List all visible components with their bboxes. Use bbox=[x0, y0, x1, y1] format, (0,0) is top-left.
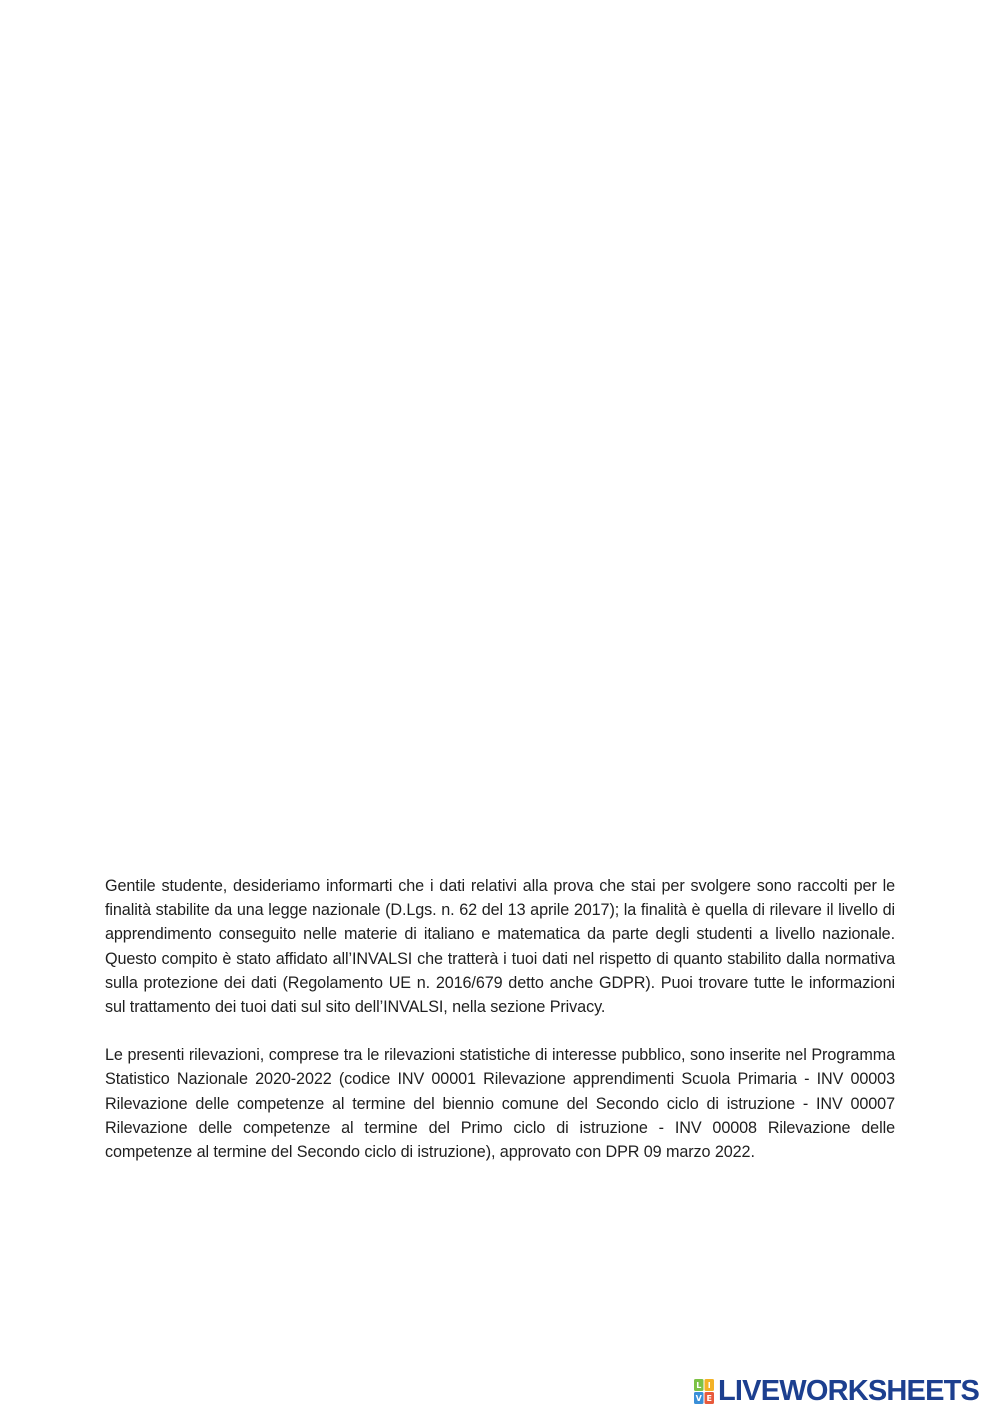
logo-letter-v: V bbox=[695, 1393, 702, 1403]
privacy-notice bbox=[105, 874, 895, 1164]
brand-name: LIVEWORKSHEETS bbox=[718, 1375, 980, 1407]
liveworksheets-brand[interactable] bbox=[694, 1376, 979, 1406]
statistics-paragraph: Le presenti rilevazioni, comprese tra le rilevazioni statistiche di interesse pubblico, sono inserite nel Programma Statistico Nazionale 2020-2022 (codice INV 00001 Rilevazione apprendimenti Scuola Primaria - INV 00003 Rilevazione delle competenze al termine del biennio comune del Secondo ciclo di istruzione - INV 00007 Rilevazione delle competenze al termine del Primo ciclo di istruzione - INV 00008 Rilevazione delle competenze al termine del Secondo ciclo di istruzione), approvato con DPR 09 marzo 2022. bbox=[105, 1046, 895, 1162]
liveworksheets-logo-icon bbox=[694, 1379, 714, 1404]
logo-letter-e: E bbox=[706, 1393, 712, 1403]
logo-letter-i: I bbox=[707, 1380, 711, 1390]
logo-letter-l: L bbox=[696, 1380, 702, 1390]
privacy-paragraph: Gentile studente, desideriamo informarti che i dati relativi alla prova che stai per svolgere sono raccolti per le finalità stabilite da una legge nazionale (D.Lgs. n. 62 del 13 aprile 2017); la finalità è quella di rilevare il livello di apprendimento conseguito nelle materie di italiano e matematica da parte degli studenti a livello nazionale. Questo compito è stato affidato all’INVALSI che tratterà i tuoi dati nel rispetto di quanto stabilito dalla normativa sulla protezione dei dati (Regolamento UE n. 2016/679 detto anche GDPR). Puoi trovare tutte le informazioni sul trattamento dei tuoi dati sul sito dell’INVALSI, nella sezione Privacy. bbox=[105, 877, 895, 1017]
